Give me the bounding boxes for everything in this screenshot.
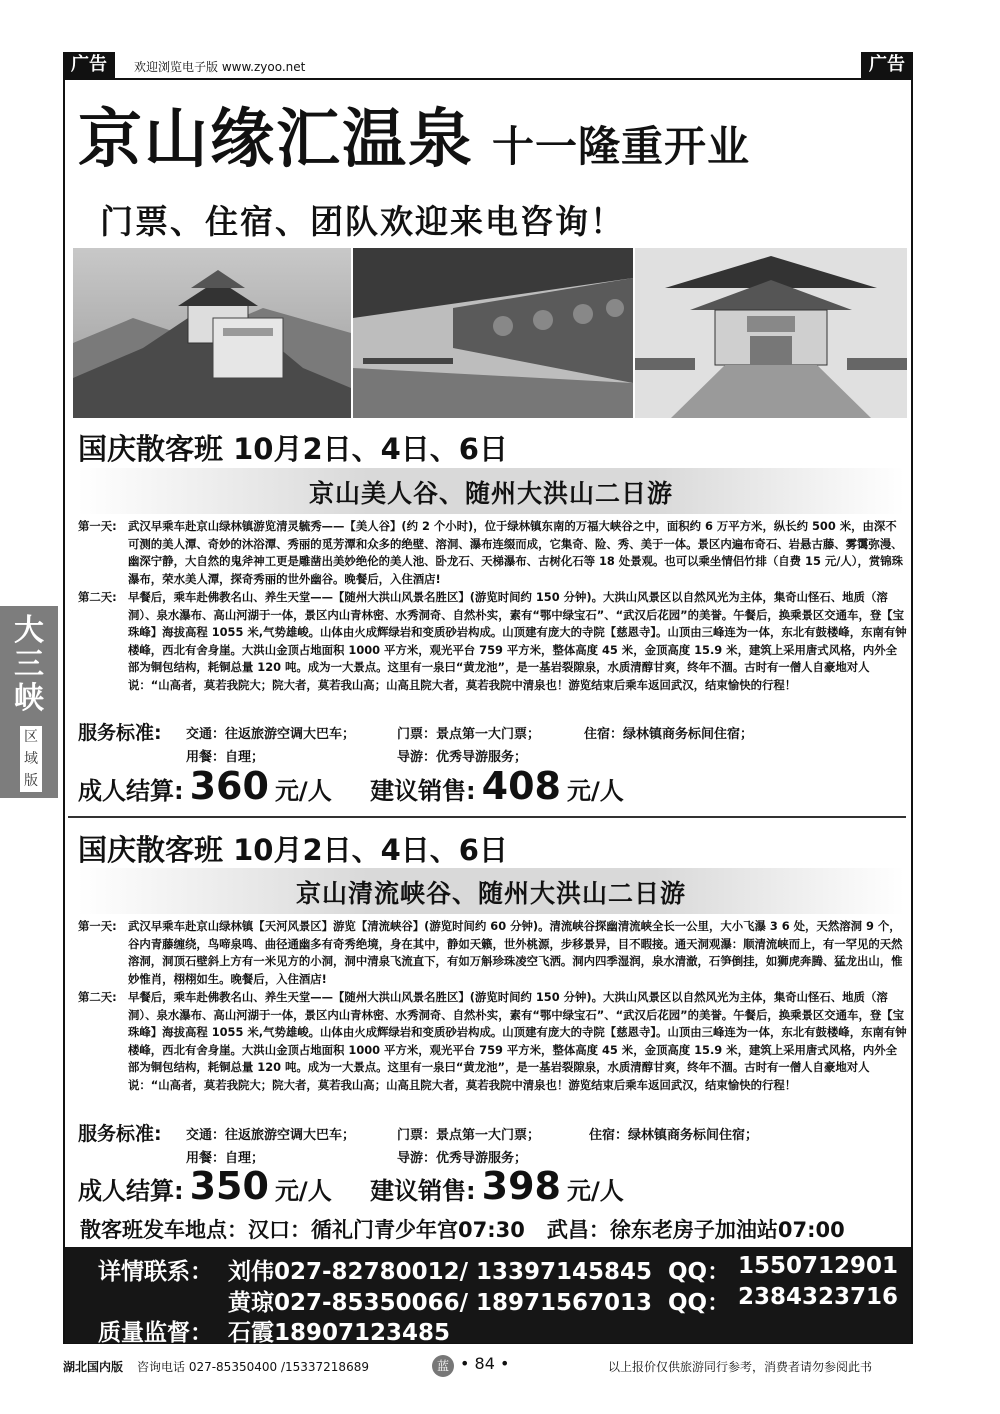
tour2-route-title: 京山清流峡谷、随州大洪山二日游 xyxy=(295,879,686,908)
day-text: 武汉早乘车赴京山绿林镇【天河风景区】游览【清流峡谷】(游览时间约 60 分钟)。清流峡谷探幽清流峡全长一公里，大小飞瀑 3 6 处，天然溶洞 9 个，谷内青藤缠绕，鸟啼泉鸣、曲径通幽多有奇秀绝境，身在其中，静如天籁，世外桃源，步移景异，目不暇接。通天洞观瀑：顺清流峡而上，有一罕见的天然溶洞，洞顶石壁斜上方有一米见方的小洞，洞中清泉飞流直下，有如万斛珍珠凌空飞洒。洞内四季湿润，泉水清澈，石笋倒挂，如狮虎奔腾、猛龙出山，惟妙惟肖，栩栩如生。晚餐后，入住酒店! xyxy=(128,919,903,986)
day-label: 第二天: xyxy=(78,990,117,1004)
tour1-day1 xyxy=(78,518,908,588)
tour2-day1 xyxy=(78,918,908,988)
suggest-label: 建议销售: xyxy=(370,1177,476,1205)
suggest-value: 398 xyxy=(481,1164,561,1208)
tour2-service-label: 服务标准: xyxy=(78,1123,162,1145)
suggest-unit: 元/人 xyxy=(567,777,624,805)
contact-line1: 刘伟027-82780012/ 13397145845 xyxy=(228,1259,653,1285)
tour2-service-guide: 导游：优秀导游服务； xyxy=(397,1151,528,1166)
tour1-service-label: 服务标准: xyxy=(78,722,162,744)
contact-qq2-label: QQ： xyxy=(668,1290,731,1316)
tour2-service-ticket: 门票：景点第一大门票； xyxy=(397,1128,541,1143)
contact-qq1: 1550712901 xyxy=(738,1253,899,1279)
footer-section: 湖北国内版 xyxy=(63,1360,124,1374)
day-text: 武汉早乘车赴京山绿林镇游览清灵毓秀——【美人谷】(约 2 个小时)，位于绿林镇东南的万福大峡谷之中，面积约 6 万平方米，纵长约 500 米，由深不可测的美人潭、奇妙的沐浴潭、秀丽的觅芳潭和众多的绝壁、溶洞、瀑布连缀而成，它集奇、险、秀、美于一体。景区内遍布奇石、岩悬古藤、雾霭弥漫、幽深宁静，大自然的鬼斧神工更是雕凿出美妙绝伦的美人池、卧龙石、天梯瀑布、古树化石等 18 处景观。也可以乘坐情侣竹排（自费 15 元/人），赏锦珠瀑布，荣水美人潭，探奇秀丽的世外幽谷。晚餐后，入住酒店! xyxy=(128,519,904,586)
departure-hankou: 汉口：循礼门青少年宫07:30 xyxy=(248,1218,525,1242)
day-label: 第一天: xyxy=(78,519,117,533)
tour2-service-transport: 交通：往返旅游空调大巴车； xyxy=(186,1128,356,1143)
side-tab-char: 版 xyxy=(24,773,38,789)
side-tab-brand: 大三峡 xyxy=(14,613,44,716)
day-label: 第二天: xyxy=(78,590,117,604)
suggest-value: 408 xyxy=(481,764,561,808)
day-text: 早餐后，乘车赴佛教名山、养生天堂——【随州大洪山风景名胜区】(游览时间约 150 分钟)。大洪山风景区以自然风光为主体，集奇山怪石、地质（溶洞）、泉水瀑布、高山河湖于一体，景区内山青林密、水秀洞奇、自然朴实，素有“鄂中绿宝石”、“武汉后花园”的美誉。午餐后，换乘景区交通车，登【宝珠峰】海拔高程 1055 米,气势雄峻。山体由火成辉绿岩和变质砂岩构成。山顶建有庞大的寺院【慈恩寺】。山顶由三峰连为一体，东北有鼓楼峰，东南有钟楼峰，西北有舍身崖。大洪山金顶占地面积 1000 平方米，观光平台 759 平方米，整体高度 45 米，金顶高度 15.9 米，建筑上采用唐式风格，内外全部为铜包结构，耗铜总量 120 吨。成为一大景点。这里有一泉曰“黄龙池”，是一基岩裂隙泉，水质清醇甘爽，终年不涸。古时有一僧人自豪地对人说：“山高者，莫若我院大；院大者，莫若我山高；山高且院大者，莫若我院中清泉也！游览结束后乘车返回武汉，结束愉快的行程！ xyxy=(128,590,907,692)
tour1-price xyxy=(78,764,624,808)
footer-badge: 蓝 xyxy=(432,1355,454,1377)
suggest-label: 建议销售: xyxy=(370,777,476,805)
footer-disclaimer: 以上报价仅供旅游同行参考，消费者请勿参阅此书 xyxy=(608,1360,873,1374)
headline-title xyxy=(78,88,750,180)
day-label: 第一天: xyxy=(78,919,117,933)
tour1-service-meals: 用餐：自理； xyxy=(186,750,265,765)
photo-golden-hall xyxy=(635,248,907,418)
day-text: 早餐后，乘车赴佛教名山、养生天堂——【随州大洪山风景名胜区】(游览时间约 150 分钟)。大洪山风景区以自然风光为主体，集奇山怪石、地质（溶洞）、泉水瀑布、高山河湖于一体，景区内山青林密、水秀洞奇、自然朴实，素有“鄂中绿宝石”、“武汉后花园”的美誉。午餐后，换乘景区交通车，登【宝珠峰】海拔高程 1055 米,气势雄峻。山体由火成辉绿岩和变质砂岩构成。山顶建有庞大的寺院【慈恩寺】。山顶由三峰连为一体，东北有鼓楼峰，东南有钟楼峰，西北有舍身崖。大洪山金顶占地面积 1000 平方米，观光平台 759 平方米，整体高度 45 米，金顶高度 15.9 米，建筑上采用唐式风格，内外全部为铜包结构，耗铜总量 120 吨。成为一大景点。这里有一泉曰“黄龙池”，是一基岩裂隙泉，水质清醇甘爽，终年不涸。古时有一僧人自豪地对人说：“山高者，莫若我院大；院大者，莫若我山高；山高且院大者，莫若我院中清泉也！游览结束后乘车返回武汉，结束愉快的行程！ xyxy=(128,990,907,1092)
tour1-route-title: 京山美人谷、随州大洪山二日游 xyxy=(308,479,673,508)
side-edition-tab xyxy=(0,606,58,798)
footer-page-number: • 84 • xyxy=(460,1354,510,1373)
tour1-service-ticket: 门票：景点第一大门票； xyxy=(397,727,541,742)
contact-label: 详情联系： xyxy=(98,1259,213,1285)
tour1-heading: 国庆散客班 10月2日、4日、6日 xyxy=(78,432,508,466)
departure-wuchang: 武昌：徐东老房子加油站07:00 xyxy=(546,1218,845,1242)
settle-value: 350 xyxy=(189,1164,269,1208)
tour2-service-meals: 用餐：自理； xyxy=(186,1151,265,1166)
settle-value: 360 xyxy=(189,764,269,808)
tour2-day2 xyxy=(78,989,908,1094)
departure-info xyxy=(80,1214,845,1244)
headline-suffix: 十一隆重开业 xyxy=(492,122,751,171)
tour2-service-lodging: 住宿：绿林镇商务标间住宿； xyxy=(589,1128,759,1143)
quality-value: 石霞18907123485 xyxy=(228,1320,451,1346)
url-text: 欢迎浏览电子版 www.zyoo.net xyxy=(134,60,306,74)
headline-subtitle: 门票、住宿、团队欢迎来电咨询！ xyxy=(100,202,625,241)
headline-main: 京山缘汇温泉 xyxy=(78,103,474,177)
contact-qq1-label: QQ： xyxy=(668,1259,731,1285)
tour1-day2 xyxy=(78,589,908,694)
photo-relief-wall xyxy=(353,248,633,418)
footer-hotline: 咨询电话 027-85350400 /15337218689 xyxy=(137,1360,369,1374)
contact-box xyxy=(65,1247,911,1346)
side-tab-char: 域 xyxy=(24,751,38,767)
side-tab-edition xyxy=(20,726,42,792)
tour1-service-lodging: 住宿：绿林镇商务标间住宿； xyxy=(584,727,754,742)
departure-label: 散客班发车地点： xyxy=(80,1218,248,1242)
ad-label-right: 广告 xyxy=(861,52,913,78)
suggest-unit: 元/人 xyxy=(567,1177,624,1205)
section-divider xyxy=(68,816,906,818)
settle-unit: 元/人 xyxy=(274,1177,332,1205)
contact-qq2: 2384323716 xyxy=(738,1284,899,1310)
settle-label: 成人结算: xyxy=(78,777,184,805)
photo-mountain-temple xyxy=(73,248,351,418)
tour1-service-transport: 交通：往返旅游空调大巴车； xyxy=(186,727,356,742)
tour2-heading: 国庆散客班 10月2日、4日、6日 xyxy=(78,833,508,867)
tour1-service-guide: 导游：优秀导游服务； xyxy=(397,750,528,765)
quality-label: 质量监督： xyxy=(98,1320,213,1346)
side-tab-char: 区 xyxy=(24,729,38,745)
tour2-price xyxy=(78,1164,624,1208)
settle-unit: 元/人 xyxy=(274,777,332,805)
contact-line2: 黄琼027-85350066/ 18971567013 xyxy=(228,1290,653,1316)
settle-label: 成人结算: xyxy=(78,1177,184,1205)
ad-label-left: 广告 xyxy=(63,52,115,78)
